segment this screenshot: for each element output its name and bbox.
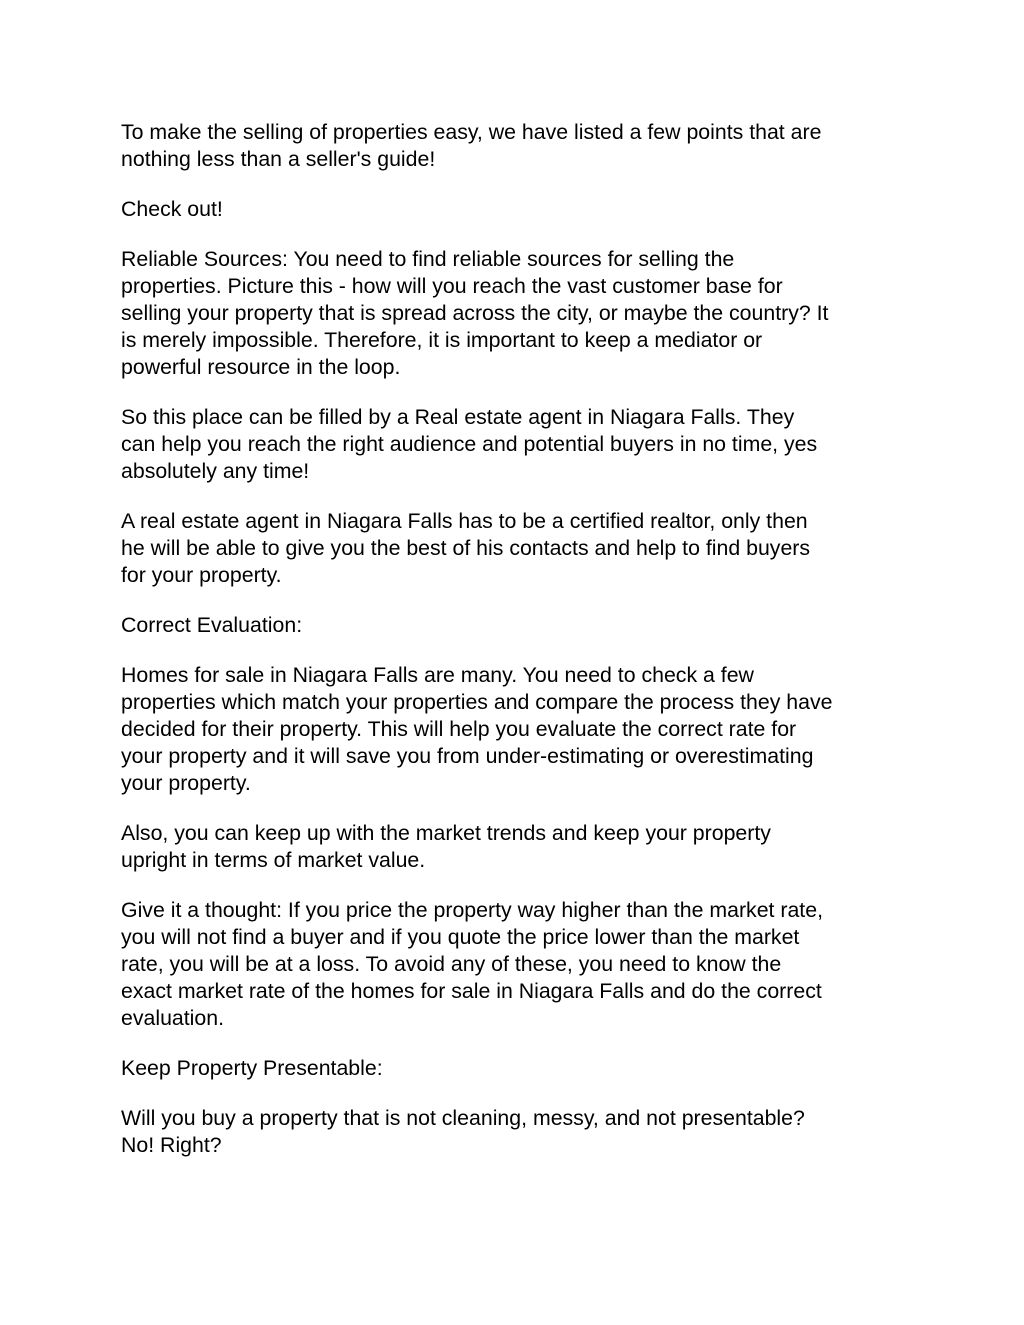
document-body [121, 119, 921, 1182]
text-line: So this place can be filled by a Real estate agent in Niagara Falls. They [121, 405, 795, 429]
text-line: A real estate agent in Niagara Falls has to be a certified realtor, only then [121, 509, 808, 533]
text-line: Keep Property Presentable: [121, 1056, 383, 1080]
text-line: evaluation. [121, 1006, 225, 1030]
text-line: you will not find a buyer and if you quote the price lower than the market [121, 925, 800, 949]
text-line: nothing less than a seller's guide! [121, 147, 436, 171]
text-line: Correct Evaluation: [121, 613, 303, 637]
text-line: Check out! [121, 197, 223, 221]
text-line: selling your property that is spread across the city, or maybe the country? It [121, 301, 829, 325]
paragraph-reliable-sources [121, 246, 921, 381]
text-line: exact market rate of the homes for sale in Niagara Falls and do the correct [121, 979, 822, 1003]
paragraph-market-trends [121, 820, 921, 874]
text-line: Also, you can keep up with the market trends and keep your property [121, 821, 771, 845]
text-line: Homes for sale in Niagara Falls are many. You need to check a few [121, 663, 754, 687]
heading-correct-evaluation [121, 612, 921, 639]
paragraph-give-it-a-thought [121, 897, 921, 1032]
text-line: properties which match your properties and compare the process they have [121, 690, 833, 714]
text-line: can help you reach the right audience and potential buyers in no time, yes [121, 432, 818, 456]
text-line: is merely impossible. Therefore, it is important to keep a mediator or [121, 328, 763, 352]
paragraph-check-out [121, 196, 921, 223]
text-line: Reliable Sources: You need to find reliable sources for selling the [121, 247, 735, 271]
text-line: To make the selling of properties easy, we have listed a few points that are [121, 120, 822, 144]
text-line: your property and it will save you from under-estimating or overestimating [121, 744, 814, 768]
text-line: absolutely any time! [121, 459, 310, 483]
text-line: Will you buy a property that is not cleaning, messy, and not presentable? [121, 1106, 805, 1130]
text-line: he will be able to give you the best of his contacts and help to find buyers [121, 536, 811, 560]
paragraph-certified-realtor [121, 508, 921, 589]
text-line: decided for their property. This will help you evaluate the correct rate for [121, 717, 797, 741]
paragraph-will-you-buy [121, 1105, 921, 1159]
text-line: No! Right? [121, 1133, 222, 1157]
text-line: properties. Picture this - how will you reach the vast customer base for [121, 274, 783, 298]
text-line: rate, you will be at a loss. To avoid any of these, you need to know the [121, 952, 782, 976]
text-line: upright in terms of market value. [121, 848, 426, 872]
text-line: for your property. [121, 563, 282, 587]
paragraph-homes-for-sale [121, 662, 921, 797]
paragraph-real-estate-agent [121, 404, 921, 485]
paragraph-intro [121, 119, 921, 173]
text-line: your property. [121, 771, 251, 795]
text-line: Give it a thought: If you price the property way higher than the market rate, [121, 898, 823, 922]
text-line: powerful resource in the loop. [121, 355, 401, 379]
heading-keep-property-presentable [121, 1055, 921, 1082]
